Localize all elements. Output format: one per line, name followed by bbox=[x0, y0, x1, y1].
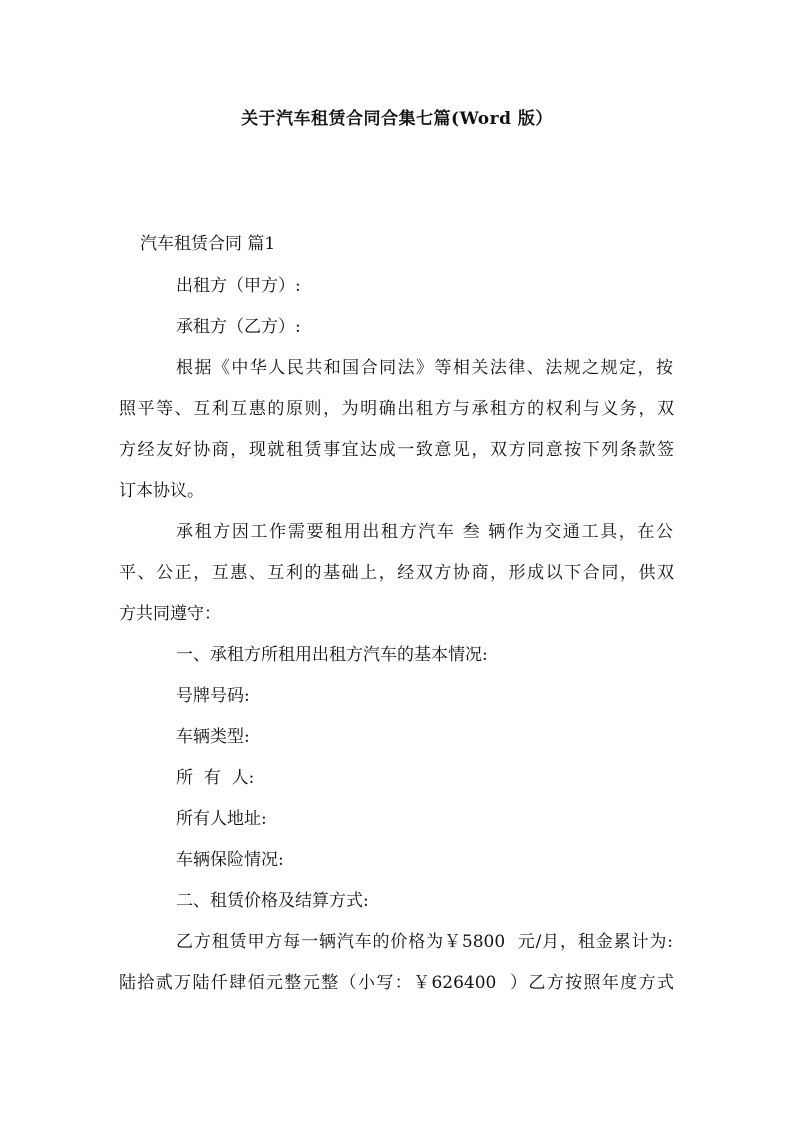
document-title: 关于汽车租赁合同合集七篇(Word 版） bbox=[241, 109, 553, 129]
purpose-line-3: 方共同遵守： bbox=[119, 604, 221, 624]
intro-line-3: 方经友好协商，现就租赁事宜达成一致意见，双方同意按下列条款签 bbox=[119, 440, 674, 460]
field-insurance: 车辆保险情况: bbox=[176, 850, 284, 870]
field-owner: 所 有 人: bbox=[176, 768, 255, 788]
clause-2-heading: 二、租赁价格及结算方式: bbox=[176, 891, 369, 911]
intro-line-4: 订本协议。 bbox=[119, 481, 204, 501]
party-b-label: 承租方（乙方）: bbox=[176, 317, 301, 337]
intro-line-2: 照平等、互利互惠的原则，为明确出租方与承租方的权利与义务，双 bbox=[119, 399, 674, 419]
field-vehicle-type: 车辆类型: bbox=[176, 727, 250, 747]
field-plate-number: 号牌号码: bbox=[176, 686, 250, 706]
purpose-line-2: 平、公正，互惠、互利的基础上，经双方协商，形成以下合同，供双 bbox=[119, 563, 674, 583]
party-a-label: 出租方（甲方）: bbox=[176, 276, 301, 296]
field-owner-address: 所有人地址: bbox=[176, 809, 267, 829]
purpose-line-1: 承租方因工作需要租用出租方汽车 叁 辆作为交通工具，在公 bbox=[176, 522, 673, 542]
price-line-2: 陆拾贰万陆仟肆佰元整元整（小写：￥626400 ）乙方按照年度方式 bbox=[119, 973, 674, 993]
clause-1-heading: 一、承租方所租用出租方汽车的基本情况: bbox=[176, 645, 488, 665]
price-line-1: 乙方租赁甲方每一辆汽车的价格为￥5800 元/月，租金累计为: bbox=[176, 932, 673, 952]
section-heading: 汽车租赁合同 篇1 bbox=[140, 234, 276, 254]
intro-line-1: 根据《中华人民共和国合同法》等相关法律、法规之规定，按 bbox=[176, 358, 673, 378]
